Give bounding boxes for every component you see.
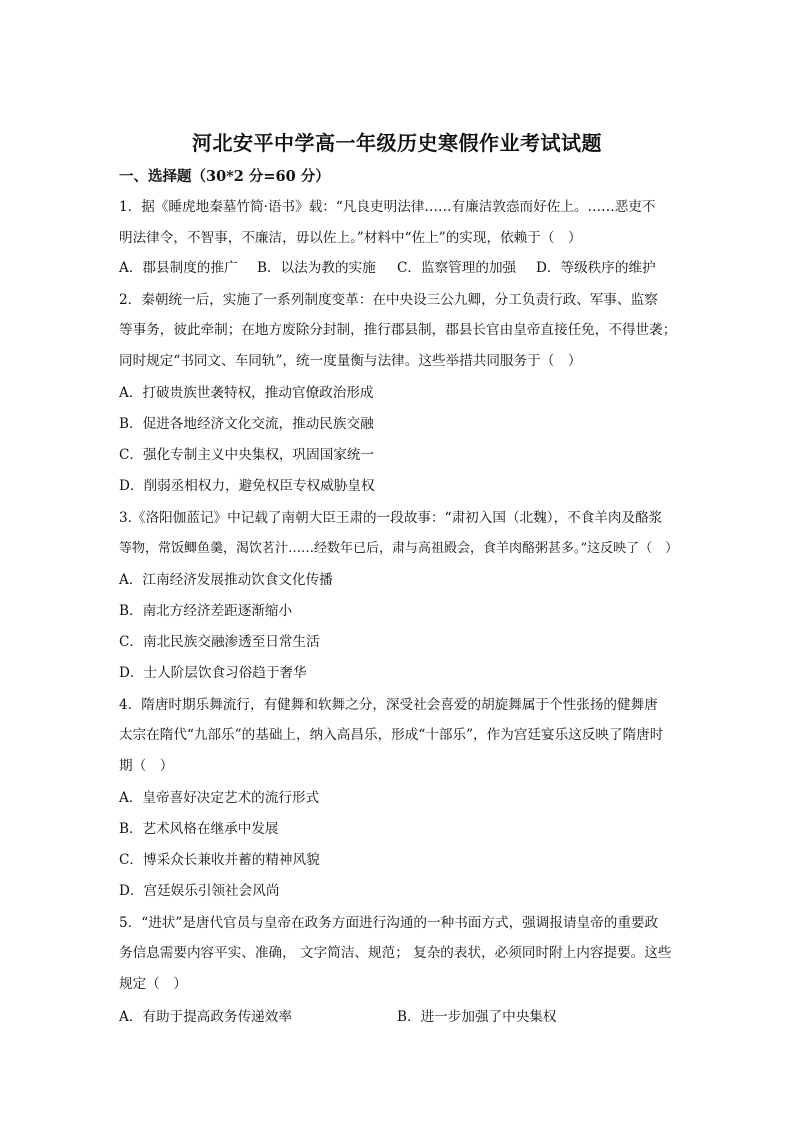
- question-5-line-1: 5．“进状”是唐代官员与皇帝在政务方面进行沟通的一种书面方式，强调报请皇帝的重要政: [119, 915, 659, 931]
- question-2-option-d: D．削弱丞相权力，避免权臣专权威胁皇权: [119, 478, 375, 494]
- question-2-option-a: A．打破贵族世袭特权，推动官僚政治形成: [119, 385, 374, 401]
- question-1-option-a: A．郡县制度的推广: [119, 260, 238, 276]
- question-3-option-c: C．南北民族交融渗透至日常生活: [119, 634, 320, 650]
- question-5-option-b: B．进一步加强了中央集权: [397, 1009, 557, 1025]
- question-3-option-d: D．士人阶层饮食习俗趋于奢华: [119, 665, 307, 681]
- question-2-line-1: 2．秦朝统一后，实施了一系列制度变革：在中央设三公九卿，分工负责行政、军事、监察: [119, 292, 658, 308]
- question-2-option-b: B．促进各地经济文化交流，推动民族交融: [119, 416, 374, 432]
- question-1-line-1: 1．据《睡虎地秦墓竹简·语书》载：“凡良吏明法律……有廉洁敦悫而好佐上。……恶吏不: [119, 199, 656, 215]
- question-1-option-d: D．等级秩序的维护: [536, 260, 656, 276]
- question-3-option-b: B．南北方经济差距逐渐缩小: [119, 603, 293, 619]
- exam-title: 河北安平中学高一年级历史寒假作业考试试题: [192, 131, 602, 155]
- question-1-option-b: B．以法为教的实施: [257, 260, 376, 276]
- question-1-option-c: C．监察管理的加强: [397, 260, 517, 276]
- question-4-option-a: A．皇帝喜好决定艺术的流行形式: [119, 790, 320, 806]
- question-5-line-2: 务信息需要内容平实、准确， 文字简洁、规范； 复杂的表状，必须同时附上内容提要。这些: [119, 945, 672, 961]
- question-3-option-a: A．江南经济发展推动饮食文化传播: [119, 572, 333, 588]
- question-4-line-3: 期（ ）: [119, 758, 174, 774]
- question-3-line-1: 3.《洛阳伽蓝记》中记载了南朝大臣王肃的一段故事：“肃初入国（北魏），不食羊肉及酪浆: [119, 510, 663, 526]
- question-4-option-b: B．艺术风格在继承中发展: [119, 821, 279, 837]
- question-2-line-2: 等事务，彼此牵制；在地方废除分封制，推行郡县制，郡县长官由皇帝直接任免，不得世袭；: [119, 322, 677, 338]
- question-2-line-3: 同时规定“书同文、车同轨”，统一度量衡与法律。这些举措共同服务于（ ）: [119, 353, 582, 369]
- section-heading: 一、选择题（30*2 分=60 分）: [119, 168, 330, 185]
- question-5-option-a: A．有助于提高政务传递效率: [119, 1009, 292, 1025]
- question-4-option-d: D．宫廷娱乐引领社会风尚: [119, 883, 280, 899]
- question-4-line-1: 4．隋唐时期乐舞流行，有健舞和软舞之分，深受社会喜爱的胡旋舞属于个性张扬的健舞唐: [119, 697, 658, 713]
- question-4-line-2: 太宗在隋代“九部乐”的基础上，纳入高昌乐，形成“十部乐”，作为宫廷宴乐这反映了隋唐时: [119, 727, 664, 743]
- question-1-line-2: 明法律令，不智事，不廉洁，毋以佐上。”材料中“佐上”的实现，依赖于（ ）: [119, 230, 582, 246]
- question-3-line-2: 等物，常饭鲫鱼羹，渴饮茗汁……经数年已后，肃与高祖殿会，食羊肉酪粥甚多。”这反映了（ ）: [119, 541, 679, 556]
- question-5-line-3: 规定（ ）: [119, 976, 187, 992]
- question-2-option-c: C．强化专制主义中央集权，巩固国家统一: [119, 447, 375, 463]
- question-4-option-c: C．博采众长兼收并蓄的精神风貌: [119, 852, 320, 868]
